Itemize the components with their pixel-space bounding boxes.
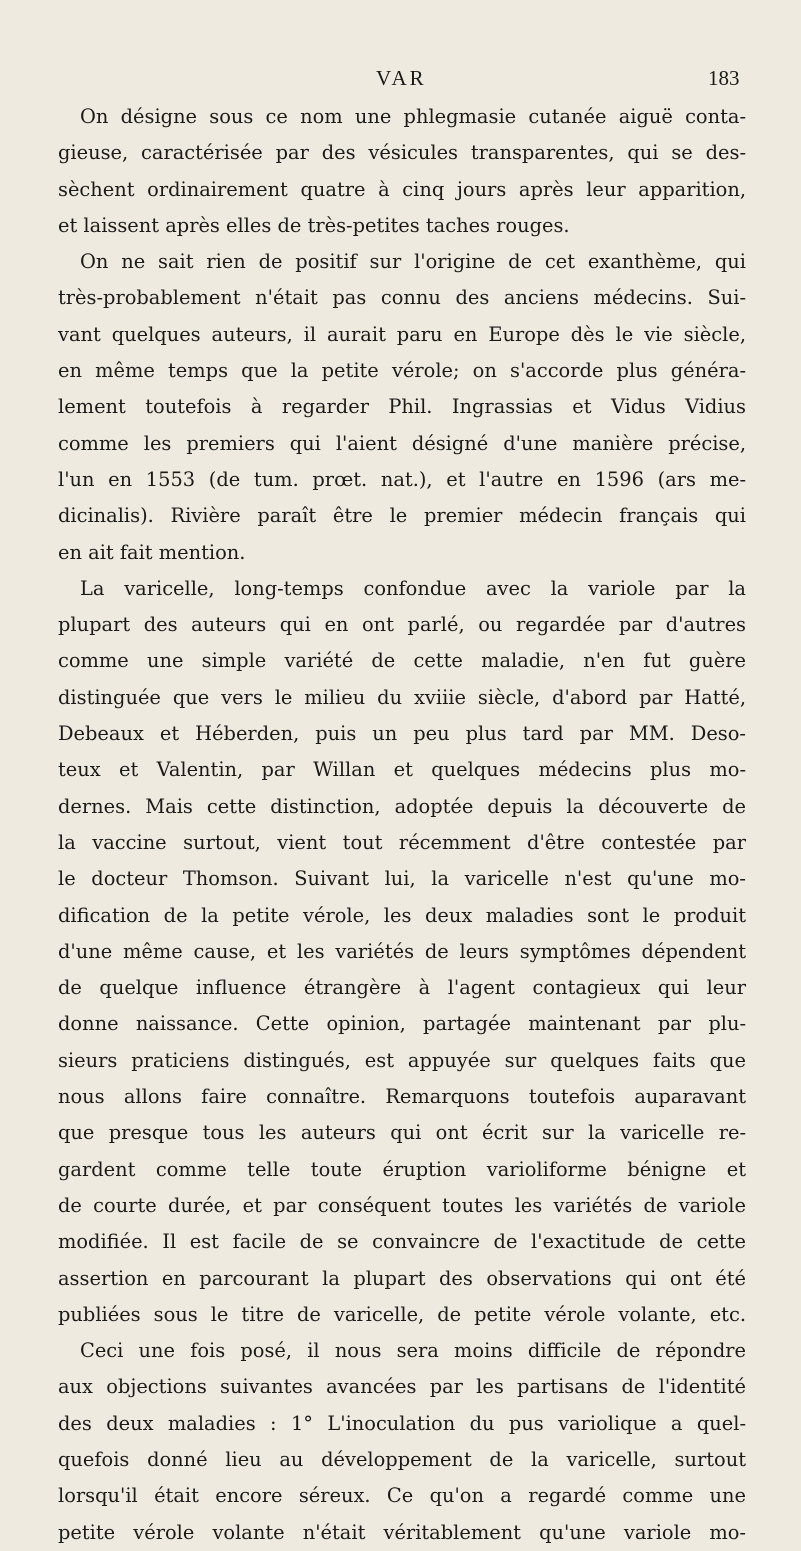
- text-line: distinguée que vers le milieu du xviiie siècle, d'abord par Hatté,: [58, 685, 746, 709]
- text-line: On désigne sous ce nom une phlegmasie cutanée aiguë conta-: [80, 105, 746, 128]
- text-line: plupart des auteurs qui en ont parlé, ou regardée par d'autres: [58, 613, 746, 637]
- text-line: l'un en 1553 (de tum. prœt. nat.), et l'autre en 1596 (ars me-: [58, 467, 746, 491]
- page-number: 183: [708, 66, 740, 90]
- text-line: sieurs praticiens distingués, est appuyée sur quelques faits que: [58, 1048, 746, 1072]
- text-line: comme les premiers qui l'aient désigné d'une manière précise,: [58, 431, 746, 455]
- text-line: la vaccine surtout, vient tout récemment d'être contestée par: [58, 830, 746, 854]
- text-line: vant quelques auteurs, il aurait paru en Europe dès le vie siècle,: [58, 322, 746, 346]
- text-line: et laissent après elles de très-petites taches rouges.: [58, 213, 570, 237]
- text-line: que presque tous les auteurs qui ont écrit sur la varicelle re-: [58, 1121, 746, 1145]
- text-line: modifiée. Il est facile de se convaincre de l'exactitude de cette: [58, 1230, 746, 1254]
- text-line: petite vérole volante n'était véritablement qu'une variole mo-: [58, 1520, 746, 1544]
- running-head: VAR: [376, 66, 427, 90]
- text-line: dification de la petite vérole, les deux maladies sont le produit: [58, 903, 746, 927]
- text-line: dernes. Mais cette distinction, adoptée depuis la découverte de: [58, 794, 746, 818]
- text-line: le docteur Thomson. Suivant lui, la varicelle n'est qu'une mo-: [58, 867, 746, 891]
- text-line: lorsqu'il était encore séreux. Ce qu'on a regardé comme une: [58, 1484, 746, 1508]
- body-text: [58, 99, 746, 1551]
- text-line: On ne sait rien de positif sur l'origine de cet exanthème, qui: [80, 250, 746, 274]
- text-line: quefois donné lieu au développement de la varicelle, surtout: [58, 1447, 746, 1471]
- text-line: des deux maladies : 1° L'inoculation du pus variolique a quel-: [58, 1411, 746, 1435]
- text-line: nous allons faire connaître. Remarquons toutefois auparavant: [58, 1085, 746, 1109]
- text-line: d'une même cause, et les variétés de leurs symptômes dépendent: [58, 939, 746, 963]
- text-line: de quelque influence étrangère à l'agent contagieux qui leur: [58, 976, 746, 1000]
- text-line: aux objections suivantes avancées par les partisans de l'identité: [58, 1375, 746, 1399]
- text-line: publiées sous le titre de varicelle, de petite vérole volante, etc.: [58, 1302, 746, 1326]
- text-line: gardent comme telle toute éruption varioliforme bénigne et: [58, 1157, 746, 1181]
- text-line: Debeaux et Héberden, puis un peu plus tard par MM. Deso-: [58, 722, 746, 746]
- text-line: La varicelle, long-temps confondue avec la variole par la: [80, 576, 746, 600]
- text-line: en même temps que la petite vérole; on s'accorde plus généra-: [58, 359, 746, 383]
- text-line: sèchent ordinairement quatre à cinq jours après leur apparition,: [58, 177, 746, 201]
- text-line: assertion en parcourant la plupart des observations qui ont été: [58, 1266, 746, 1290]
- text-line: en ait fait mention.: [58, 540, 246, 564]
- text-line: comme une simple variété de cette maladie, n'en fut guère: [58, 649, 746, 673]
- text-line: gieuse, caractérisée par des vésicules transparentes, qui se des-: [58, 141, 746, 165]
- text-line: Ceci une fois posé, il nous sera moins difficile de répondre: [80, 1339, 746, 1363]
- page-header: [0, 66, 801, 96]
- text-line: dicinalis). Rivière paraît être le premier médecin français qui: [58, 504, 746, 528]
- text-line: teux et Valentin, par Willan et quelques médecins plus mo-: [58, 758, 746, 782]
- text-line: donne naissance. Cette opinion, partagée maintenant par plu-: [58, 1012, 746, 1036]
- text-line: très-probablement n'était pas connu des anciens médecins. Sui-: [58, 286, 746, 310]
- text-line: de courte durée, et par conséquent toutes les variétés de variole: [58, 1193, 746, 1217]
- text-line: lement toutefois à regarder Phil. Ingrassias et Vidus Vidius: [58, 395, 746, 419]
